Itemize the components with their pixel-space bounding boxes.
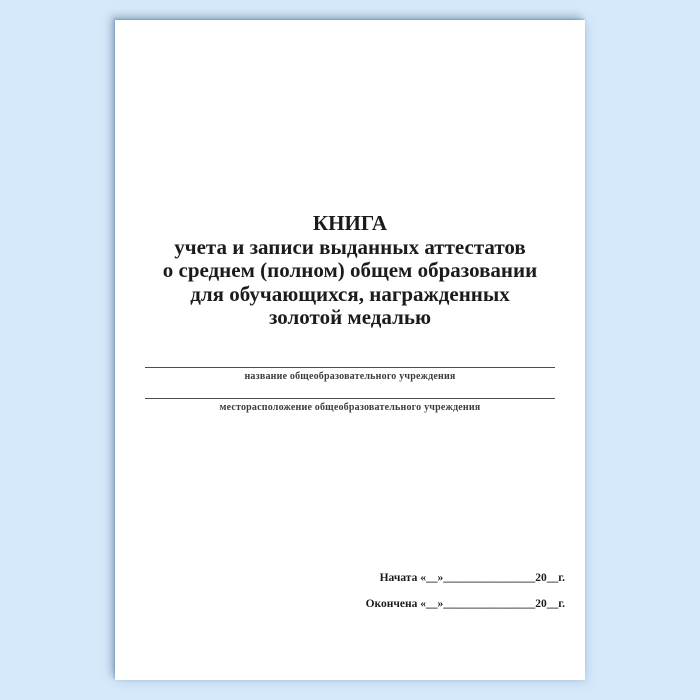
document-page (115, 20, 585, 680)
field-school-name (145, 367, 555, 382)
field-school-name-caption: название общеобразовательного учреждения (244, 371, 456, 382)
title-line-1: КНИГА (312, 211, 388, 235)
title-line-3: о среднем (полном) общем образовании (162, 258, 538, 282)
document-title (115, 212, 585, 330)
title-line-2: учета и записи выданных аттестатов (174, 234, 526, 259)
date-finished-line: Окончена «__»________________20__г. (365, 598, 565, 610)
field-school-location-caption: месторасположение общеобразовательного учреждения (219, 402, 481, 413)
dates-block (366, 572, 565, 610)
title-line-5: золотой медалью (268, 305, 432, 329)
date-started-line: Начата «__»________________20__г. (379, 572, 565, 584)
title-line-4: для обучающихся, награжденных (190, 281, 510, 306)
field-school-location (145, 398, 555, 413)
